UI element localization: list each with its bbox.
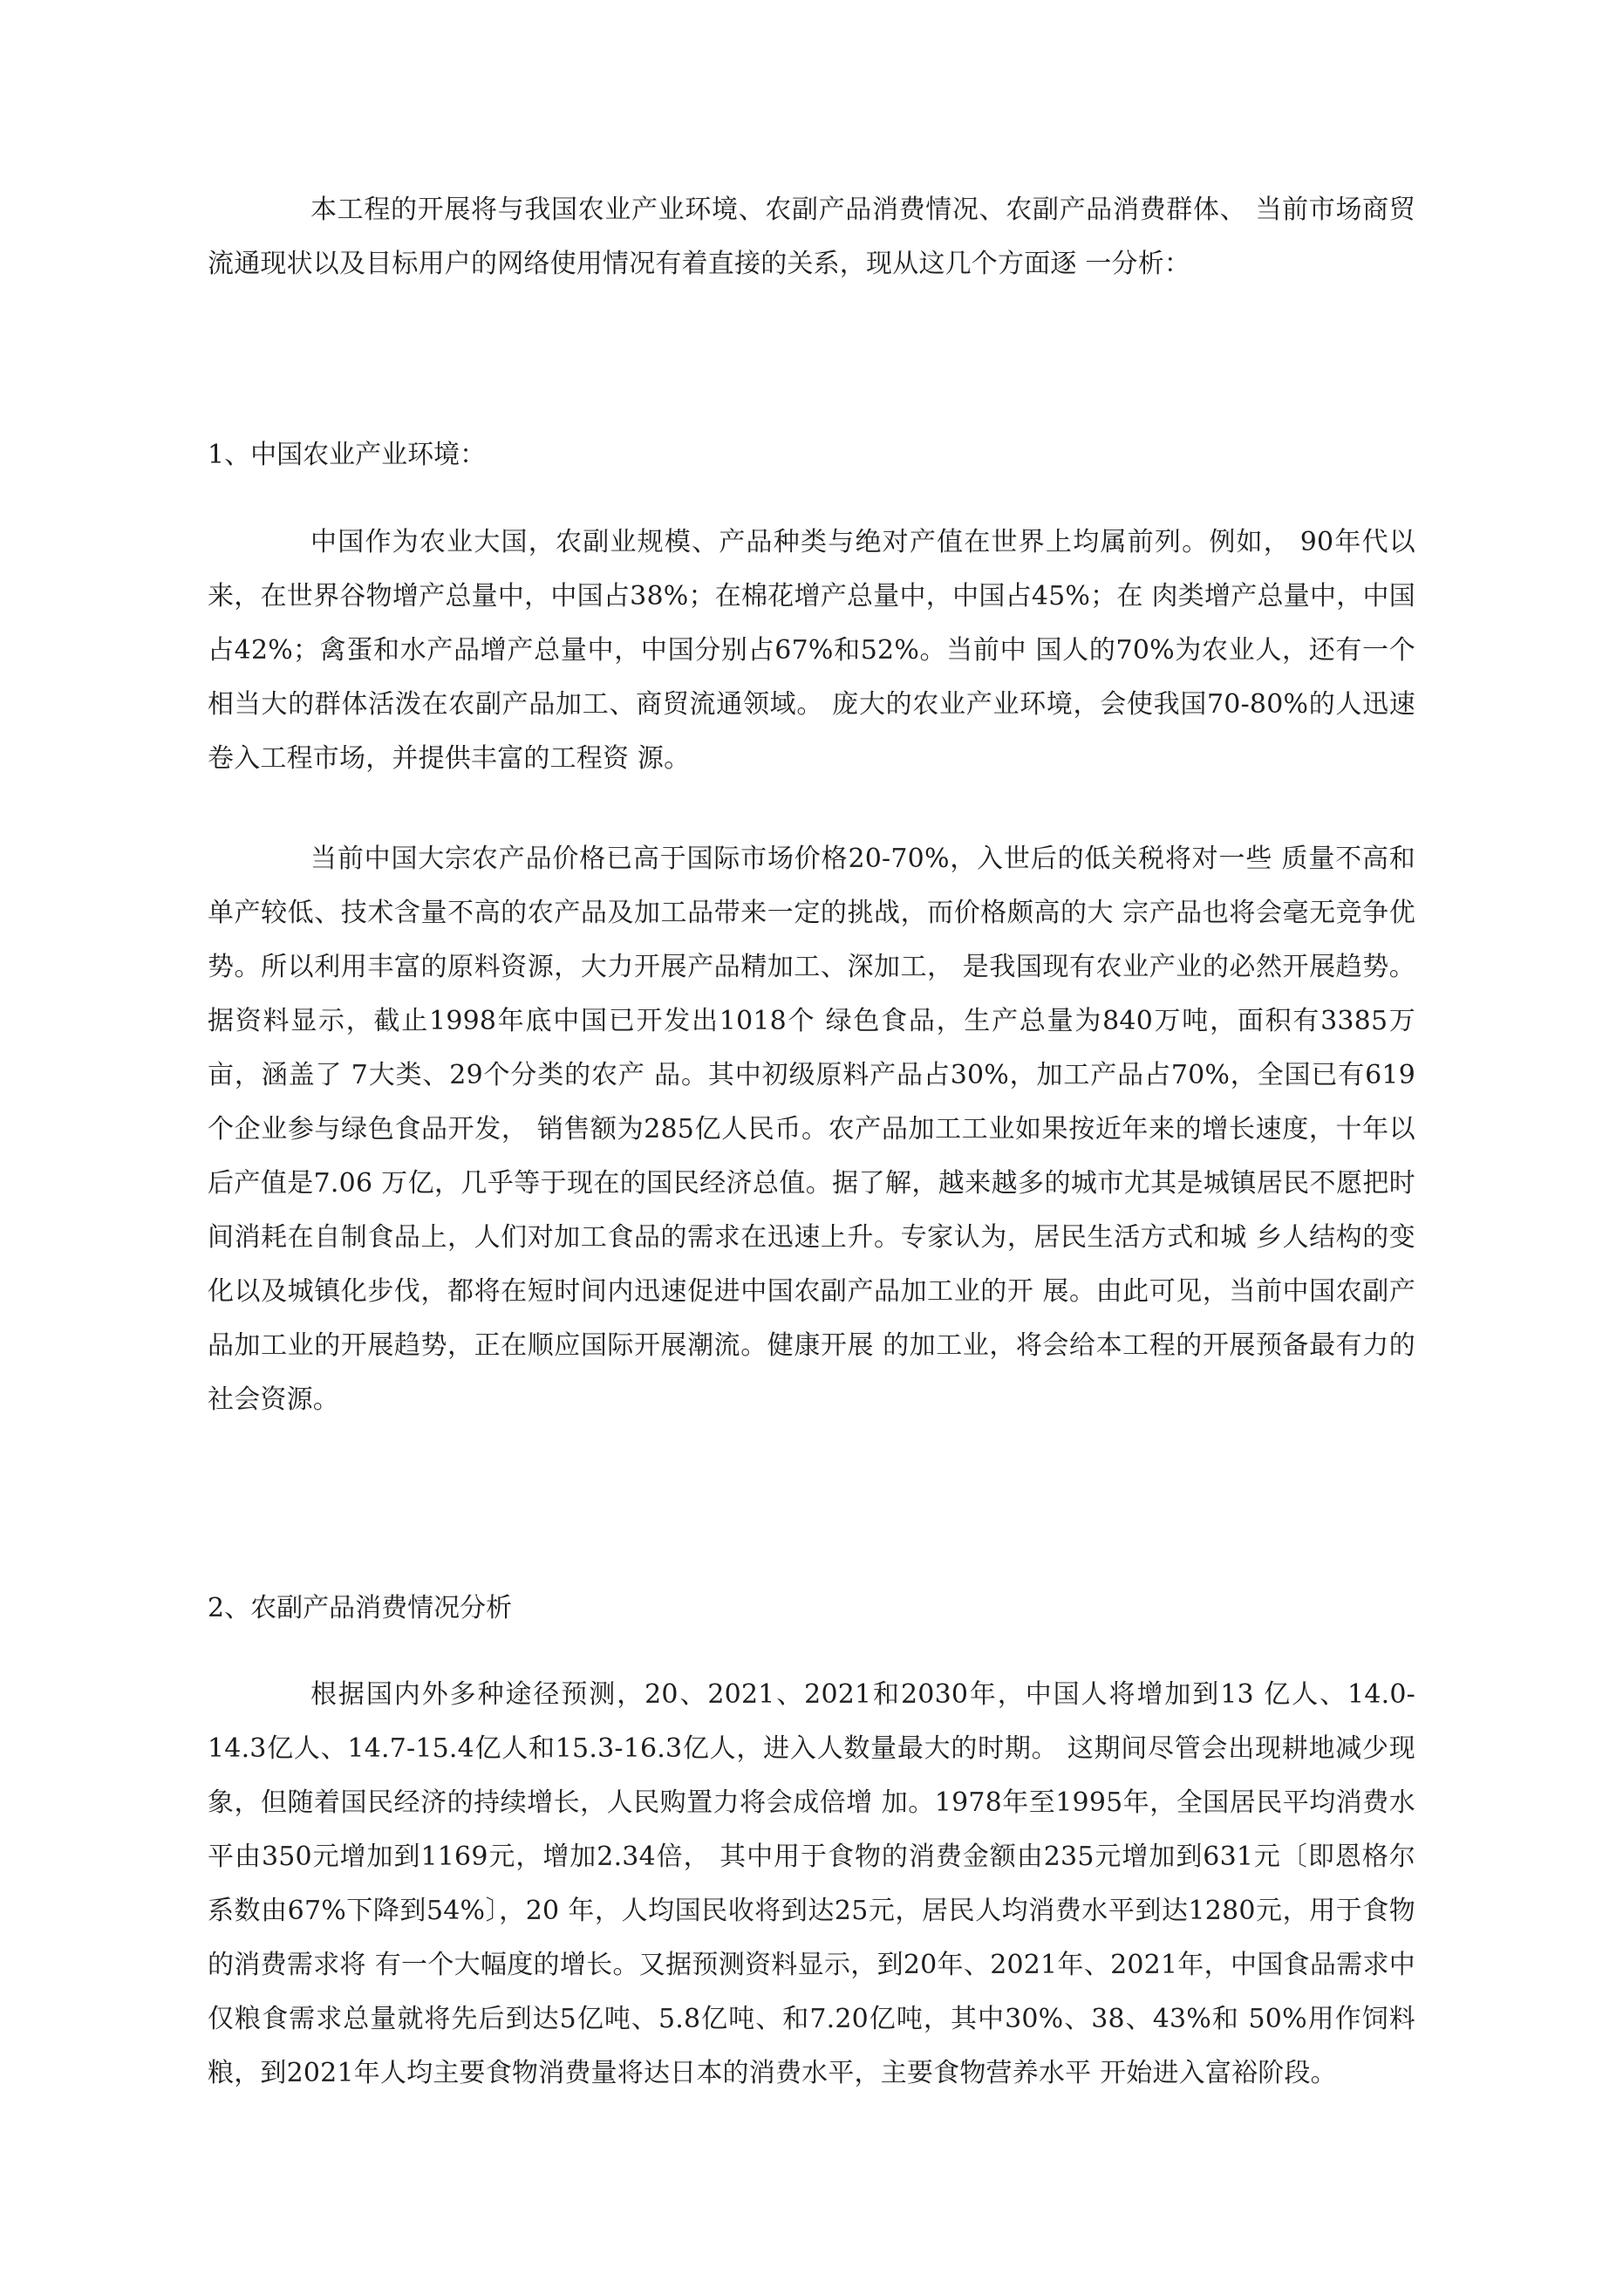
section-1-paragraph-2: 当前中国大宗农产品价格已高于国际市场价格20-70%，入世后的低关税将对一些 质量不高和单产较低、技术含量不高的农产品及加工品带来一定的挑战，而价格颇高的大 宗产品也将会毫无竞争优势。所以利用丰富的原料资源，大力开展产品精加工、深加工， 是我国现有农业产业的必然开展趋势。据资料显示，截止1998年底中国已开发出1018个 绿色食品，生产总量为840万吨，面积有3385万亩，涵盖了 7大类、29个分类的农产 品。其中初级原料产品占30%，加工产品占70%，全国已有619个企业参与绿色食品开发， 销售额为285亿人民币。农产品加工工业如果按近年来的增长速度，十年以后产值是7.06 万亿，几乎等于现在的国民经济总值。据了解，越来越多的城市尤其是城镇居民不愿把时 间消耗在自制食品上，人们对加工食品的需求在迅速上升。专家认为，居民生活方式和城 乡人结构的变化以及城镇化步伐，都将在短时间内迅速促进中国农副产品加工业的开 展。由此可见，当前中国农副产品加工业的开展趋势，正在顺应国际开展潮流。健康开展 的加工业，将会给本工程的开展预备最有力的社会资源。 — [208, 844, 1415, 1415]
section-2-heading: 2、农副产品消费情况分析 — [208, 1593, 513, 1623]
intro-paragraph: 本工程的开展将与我国农业产业环境、农副产品消费情况、农副产品消费群体、 当前市场商贸流通现状以及目标用户的网络使用情况有着直接的关系，现从这几个方面逐 一分析： — [208, 195, 1415, 279]
section-1-heading: 1、中国农业产业环境： — [208, 440, 487, 470]
section-1-paragraph-1: 中国作为农业大国，农副业规模、产品种类与绝对产值在世界上均属前列。例如， 90年代以来，在世界谷物增产总量中，中国占38%；在棉花增产总量中，中国占45%；在 肉类增产总量中，中国占42%；禽蛋和水产品增产总量中，中国分别占67%和52%。当前中 国人的70%为农业人，还有一个相当大的群体活泼在农副产品加工、商贸流通领域。 庞大的农业产业环境，会使我国70-80%的人迅速卷入工程市场，并提供丰富的工程资 源。 — [208, 527, 1415, 774]
section-2-paragraph-1: 根据国内外多种途径预测，20、2021、2021和2030年，中国人将增加到13 亿人、14.0-14.3亿人、14.7-15.4亿人和15.3-16.3亿人，进入人数量最大的时期。 这期间尽管会出现耕地减少现象，但随着国民经济的持续增长，人民购置力将会成倍增 加。1978年至1995年，全国居民平均消费水平由350元增加到1169元，增加2.34倍， 其中用于食物的消费金额由235元增加到631元〔即恩格尔系数由67%下降到54%〕，20 年，人均国民收将到达25元，居民人均消费水平到达1280元，用于食物的消费需求将 有一个大幅度的增长。又据预测资料显示，到20年、2021年、2021年，中国食品需求中仅粮食需求总量就将先后到达5亿吨、5.8亿吨、和7.20亿吨，其中30%、38、43%和 50%用作饲料粮，到2021年人均主要食物消费量将达日本的消费水平，主要食物营养水平 开始进入富裕阶段。 — [208, 1679, 1415, 2088]
